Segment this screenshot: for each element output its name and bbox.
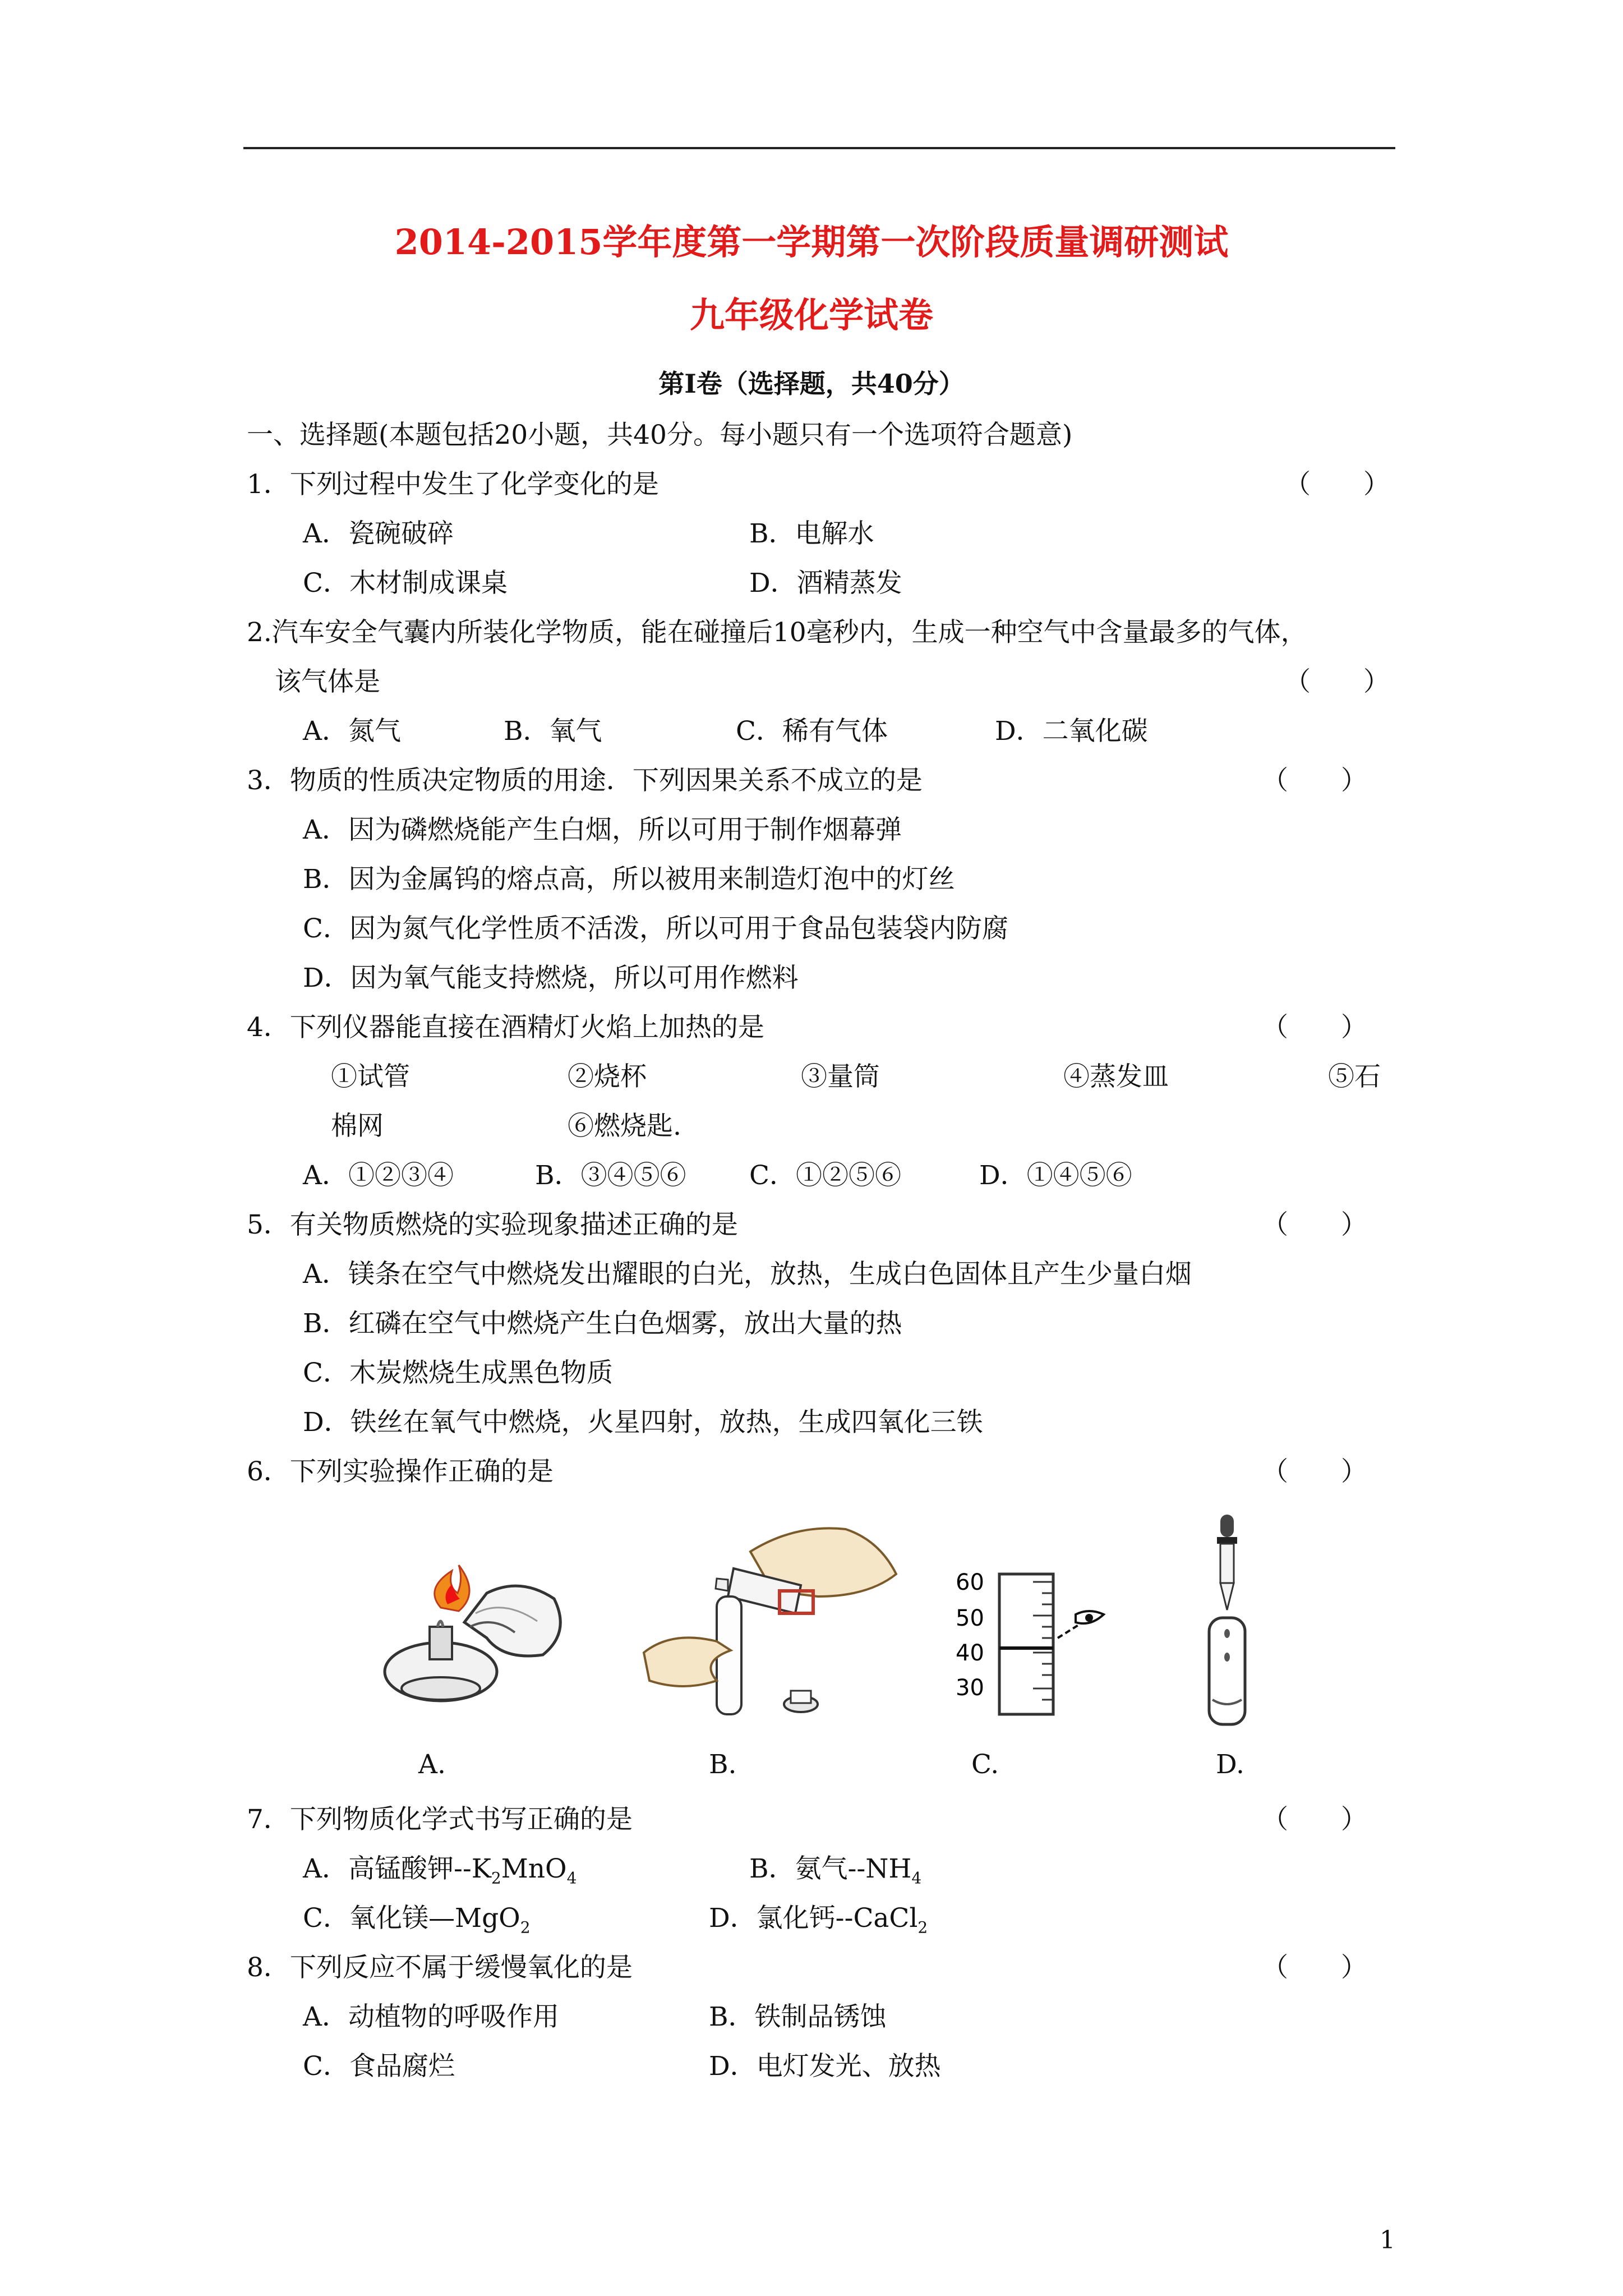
exam-title: 2014-2015学年度第一学期第一次阶段质量调研测试: [394, 222, 1229, 263]
q7-option-c: C．氧化镁—MgO$_2$: [303, 1903, 531, 1937]
q4-option-a: A．①②③④: [303, 1160, 454, 1191]
q7-stem: 7．下列物质化学式书写正确的是: [247, 1804, 633, 1835]
page-number: 1: [1380, 2226, 1395, 2254]
q5-answer-paren: （ ）: [1262, 1209, 1367, 1240]
q6-label-c: C.: [971, 1749, 999, 1780]
q8-option-c: C．食品腐烂: [303, 2051, 455, 2082]
q1-option-c: C．木材制成课桌: [303, 568, 508, 599]
q7-option-b: B．氨气$--NH_4$: [749, 1853, 922, 1888]
q6-answer-paren: （ ）: [1262, 1456, 1367, 1487]
q3-option-b: B．因为金属钨的熔点高，所以被用来制造灯泡中的灯丝: [303, 864, 955, 895]
q2-option-b: B．氧气: [504, 716, 602, 747]
q6-label-b: B.: [709, 1749, 737, 1780]
q4-item-5-part2: 棉网: [331, 1111, 384, 1142]
q1-option-b: B．电解水: [749, 518, 874, 549]
q3-answer-paren: （ ）: [1262, 765, 1367, 796]
q6-label-d: D.: [1216, 1749, 1244, 1780]
q4-item-3: ③量筒: [801, 1061, 880, 1092]
scale-label-30: 30: [956, 1675, 984, 1701]
q2-option-d: D．二氧化碳: [995, 716, 1148, 747]
figure-d-dropper-test-tube: [1189, 1515, 1273, 1728]
q4-item-4: ④蒸发皿: [1063, 1061, 1169, 1092]
q7-option-a: A．高锰酸钾$--K_2MnO_4$: [303, 1853, 577, 1888]
instructions: 一、选择题(本题包括20小题，共40分。每小题只有一个选项符合题意): [247, 420, 1073, 450]
q1-option-d: D．酒精蒸发: [749, 568, 902, 599]
q5-stem: 5．有关物质燃烧的实验现象描述正确的是: [247, 1209, 738, 1240]
q4-option-d: D．①④⑤⑥: [979, 1160, 1132, 1191]
q2-stem-line1: 2.汽车安全气囊内所装化学物质，能在碰撞后10毫秒内，生成一种空气中含量最多的气体，: [247, 617, 1307, 648]
header-rule: [243, 147, 1395, 149]
q7-option-d: D．氯化钙--CaCl$_2$: [709, 1903, 928, 1937]
q8-answer-paren: （ ）: [1262, 1952, 1367, 1983]
q4-item-6: ⑥燃烧匙.: [568, 1111, 681, 1142]
q4-stem: 4．下列仪器能直接在酒精灯火焰上加热的是: [247, 1012, 764, 1043]
q4-option-c: C．①②⑤⑥: [749, 1160, 901, 1191]
q2-answer-paren: （ ）: [1284, 666, 1390, 697]
q3-stem: 3．物质的性质决定物质的用途．下列因果关系不成立的是: [247, 765, 923, 796]
q3-option-d: D．因为氧气能支持燃烧，所以可用作燃料: [303, 963, 799, 993]
q6-label-a: A.: [418, 1749, 446, 1780]
q5-option-d: D．铁丝在氧气中燃烧，火星四射，放热，生成四氧化三铁: [303, 1407, 983, 1438]
q4-item-1: ①试管: [331, 1061, 410, 1092]
q7-answer-paren: （ ）: [1262, 1804, 1367, 1835]
q4-item-5-part1: ⑤石: [1328, 1061, 1381, 1092]
q8-option-d: D．电灯发光、放热: [709, 2051, 941, 2082]
q1-stem: 1．下列过程中发生了化学变化的是: [247, 469, 659, 500]
q5-option-b: B．红磷在空气中燃烧产生白色烟雾，放出大量的热: [303, 1308, 902, 1339]
q5-option-a: A．镁条在空气中燃烧发出耀眼的白光，放热，生成白色固体且产生少量白烟: [303, 1259, 1192, 1290]
q8-stem: 8．下列反应不属于缓慢氧化的是: [247, 1952, 633, 1983]
scale-label-40: 40: [956, 1640, 984, 1666]
q5-option-c: C．木炭燃烧生成黑色物质: [303, 1358, 613, 1388]
q8-option-a: A．动植物的呼吸作用: [303, 2001, 559, 2032]
scale-label-50: 50: [956, 1605, 984, 1631]
q3-option-a: A．因为磷燃烧能产生白烟，所以可用于制作烟幕弹: [303, 815, 902, 845]
q4-option-b: B．③④⑤⑥: [535, 1160, 686, 1191]
q2-option-c: C．稀有气体: [736, 716, 888, 747]
q2-stem-line2: 该气体是: [275, 666, 380, 697]
q1-option-a: A．瓷碗破碎: [303, 518, 454, 549]
figure-b-pouring-liquid: [633, 1512, 924, 1726]
q3-option-c: C．因为氮气化学性质不活泼，所以可用于食品包装袋内防腐: [303, 913, 1008, 944]
q8-option-b: B．铁制品锈蚀: [709, 2001, 887, 2032]
q2-option-a: A．氮气: [303, 716, 401, 747]
figure-a-alcohol-lamp: [375, 1559, 577, 1717]
q6-stem: 6．下列实验操作正确的是: [247, 1456, 554, 1487]
section-heading: 第Ⅰ卷（选择题，共40分）: [658, 369, 965, 399]
figure-c-graduated-cylinder: [948, 1571, 1110, 1717]
q1-answer-paren: （ ）: [1284, 469, 1390, 500]
q4-item-2: ②烧杯: [568, 1061, 647, 1092]
exam-subtitle: 九年级化学试卷: [689, 295, 933, 335]
q4-answer-paren: （ ）: [1262, 1012, 1367, 1043]
scale-label-60: 60: [956, 1571, 984, 1595]
